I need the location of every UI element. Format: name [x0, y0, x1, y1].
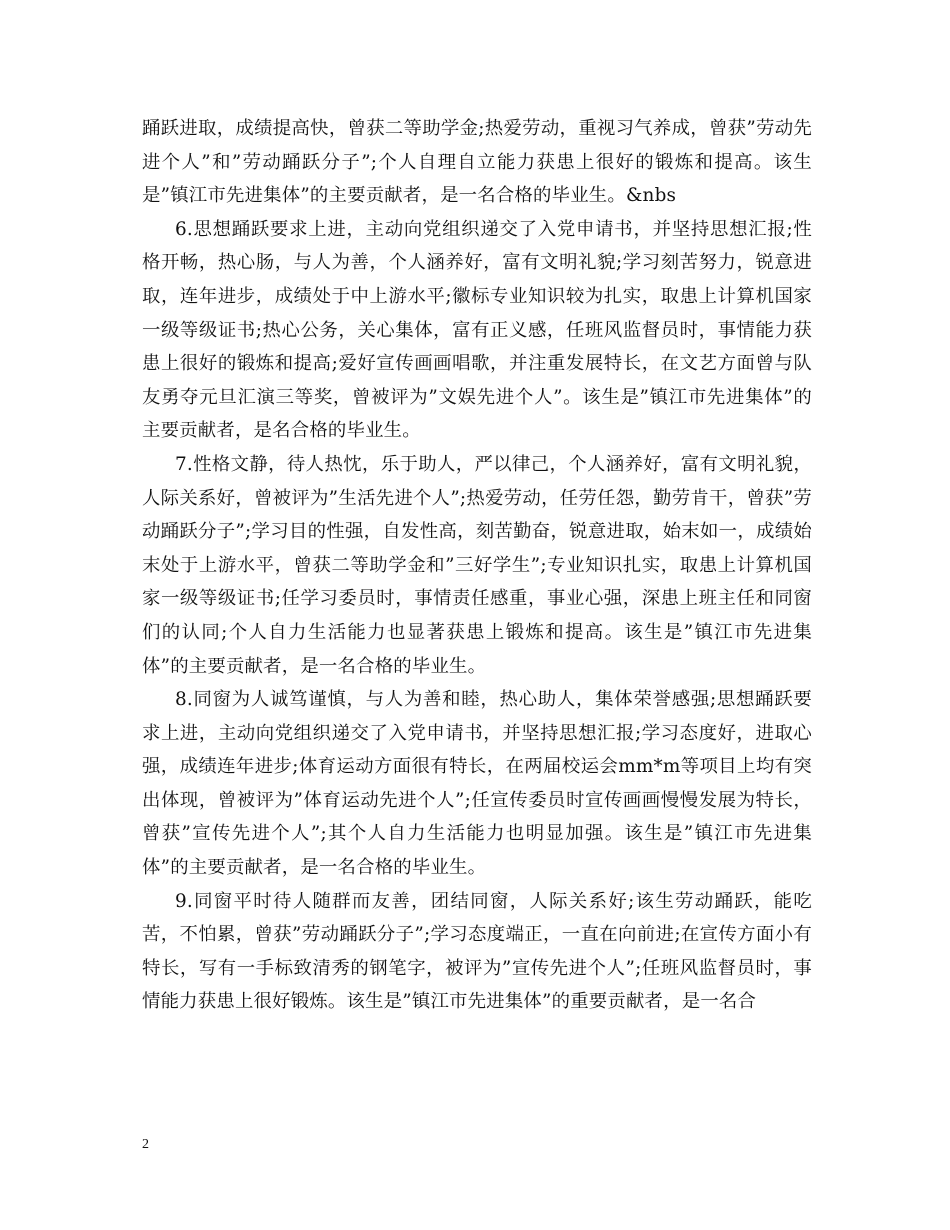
paragraph-continuation: 踊跃进取，成绩提高快，曾获二等助学金;热爱劳动，重视习气养成，曾获”劳动先进个人”和”劳动踊跃分子”;个人自理自立能力获患上很好的锻炼和提高。该生是”镇江市先进集体”的主要贡献者，是一名合格的毕业生。&nbs	[142, 118, 812, 207]
paragraph-item-8: 8.同窗为人诚笃谨慎，与人为善和睦，热心助人，集体荣誉感强;思想踊跃要求上进，主动向党组织递交了入党申请书，并坚持思想汇报;学习态度好，进取心强，成绩连年进步;体育运动方面很有特长，在两届校运会mm*m等项目上均有突出体现，曾被评为”体育运动先进个人”;任宣传委员时宣传画画慢慢发展为特长，曾获”宣传先进个人”;其个人自力生活能力也明显加强。该生是”镇江市先进集体”的主要贡献者，是一名合格的毕业生。	[142, 689, 812, 879]
page-number: 2	[142, 1137, 149, 1152]
paragraph-item-7: 7.性格文静，待人热忱，乐于助人，严以律己，个人涵养好，富有文明礼貌，人际关系好，曾被评为”生活先进个人”;热爱劳动，任劳任怨，勤劳肯干，曾获”劳动踊跃分子”;学习目的性强，自发性高，刻苦勤奋，锐意进取，始末如一，成绩始末处于上游水平，曾获二等助学金和”三好学生”;专业知识扎实，取患上计算机国家一级等级证书;任学习委员时，事情责任感重，事业心强，深患上班主任和同窗们的认同;个人自力生活能力也显著获患上锻炼和提高。该生是”镇江市先进集体”的主要贡献者，是一名合格的毕业生。	[142, 453, 812, 677]
document-body	[142, 112, 812, 1019]
paragraph-item-6: 6.思想踊跃要求上进，主动向党组织递交了入党申请书，并坚持思想汇报;性格开畅，热心肠，与人为善，个人涵养好，富有文明礼貌;学习刻苦努力，锐意进取，连年进步，成绩处于中上游水平;徽标专业知识较为扎实，取患上计算机国家一级等级证书;热心公务，关心集体，富有正义感，任班风监督员时，事情能力获患上很好的锻炼和提高;爱好宣传画画唱歌，并注重发展特长，在文艺方面曾与队友勇夺元旦汇演三等奖，曾被评为”文娱先进个人”。该生是”镇江市先进集体”的主要贡献者，是名合格的毕业生。	[142, 218, 812, 442]
paragraph-item-9: 9.同窗平时待人随群而友善，团结同窗，人际关系好;该生劳动踊跃，能吃苦，不怕累，曾获”劳动踊跃分子”;学习态度端正，一直在向前进;在宣传方面小有特长，写有一手标致清秀的钢笔字，被评为”宣传先进个人”;任班风监督员时，事情能力获患上很好锻炼。该生是”镇江市先进集体”的重要贡献者，是一名合	[142, 890, 812, 1013]
